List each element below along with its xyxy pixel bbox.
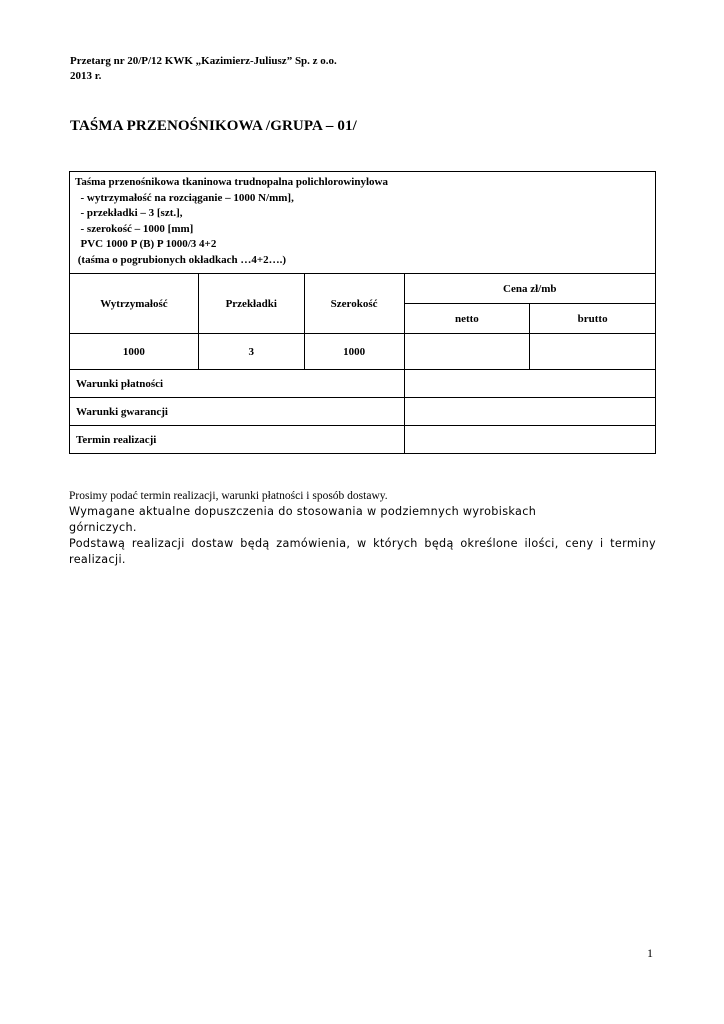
note-orders: Podstawą realizacji dostaw będą zamówienia, w których będą określone ilości, ceny i terminy realizacji. (69, 537, 656, 566)
value-net-price (404, 334, 530, 370)
page-title: TAŚMA PRZENOŚNIKOWA /GRUPA – 01/ (70, 118, 357, 134)
header-price: Cena zł/mb (404, 274, 655, 304)
description-line: PVC 1000 P (B) P 1000/3 4+2 (75, 238, 217, 250)
specification-table (69, 171, 656, 454)
header-width: Szerokość (304, 274, 404, 334)
value-gross-price (530, 334, 656, 370)
note-approvals: Wymagane aktualne dopuszczenia do stosowania w podziemnych wyrobiskach górniczych. (69, 505, 537, 534)
payment-terms-label: Warunki płatności (70, 370, 405, 398)
warranty-terms-value (404, 398, 655, 426)
header-plies: Przekładki (198, 274, 304, 334)
year: 2013 r. (70, 70, 102, 82)
value-plies: 3 (198, 334, 304, 370)
header-gross: brutto (530, 304, 656, 334)
description-line: Taśma przenośnikowa tkaninowa trudnopalna polichlorowinylowa (75, 176, 388, 188)
note-request: Prosimy podać termin realizacji, warunki płatności i sposób dostawy. (69, 490, 388, 502)
payment-terms-value (404, 370, 655, 398)
document-header (70, 54, 337, 84)
description-line: - szerokość – 1000 [mm] (75, 222, 194, 235)
description-line: - wytrzymałość na rozciąganie – 1000 N/mm], (75, 191, 294, 204)
header-strength: Wytrzymałość (70, 274, 199, 334)
header-net: netto (404, 304, 530, 334)
notes (69, 488, 656, 568)
delivery-date-label: Termin realizacji (70, 426, 405, 454)
warranty-terms-label: Warunki gwarancji (70, 398, 405, 426)
value-width: 1000 (304, 334, 404, 370)
description-line: (taśma o pogrubionych okładkach …4+2….) (75, 253, 287, 266)
page-number: 1 (647, 946, 653, 960)
value-strength: 1000 (70, 334, 199, 370)
delivery-date-value (404, 426, 655, 454)
tender-reference: Przetarg nr 20/P/12 KWK „Kazimierz-Juliusz” Sp. z o.o. (70, 55, 337, 67)
product-description (70, 172, 656, 274)
description-line: - przekładki – 3 [szt.], (75, 207, 183, 219)
